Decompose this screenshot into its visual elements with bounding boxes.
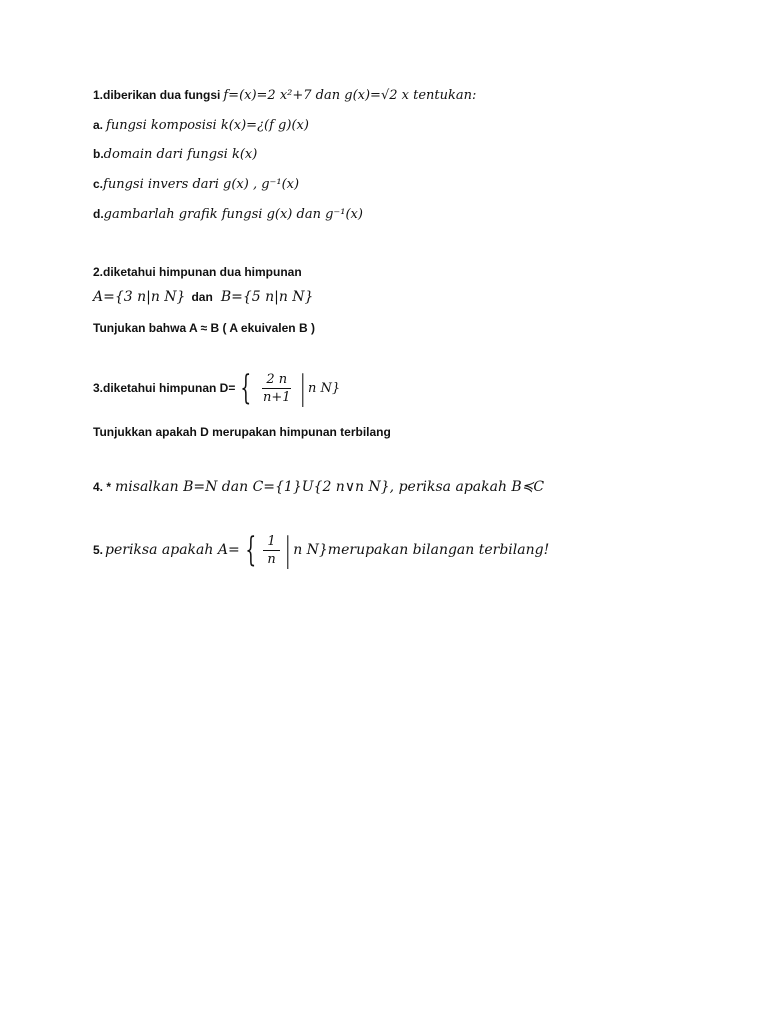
q3-line	[93, 368, 341, 408]
q1a-expression: fungsi komposisi k(x)=¿(f g)(x)	[106, 118, 309, 133]
q3-instruction-line	[93, 425, 391, 439]
q1c-line	[93, 177, 299, 192]
q3-instruction: Tunjukkan apakah D merupakan himpunan terbilang	[93, 425, 391, 439]
q3-tail: n N}	[308, 380, 341, 396]
q1a-line	[93, 118, 309, 133]
q3-denominator: n+1	[263, 389, 291, 405]
q5-lead: 5.	[93, 543, 104, 557]
set-a-expression: A={3 n|n N}	[93, 289, 186, 305]
q1b-expression: domain dari fungsi k(x)	[103, 147, 258, 162]
q3-numerator: 2 n	[262, 372, 291, 389]
q3-lead: 3.diketahui himpunan D=	[93, 381, 236, 395]
q3-fraction	[259, 372, 295, 405]
q5-expression-before: periksa apakah A=	[105, 542, 240, 558]
left-brace: {	[240, 368, 252, 408]
q5-numerator: 1	[263, 534, 279, 551]
q2-line	[93, 265, 302, 279]
q1-expression: f=(x)=2 x²+7 dan g(x)=√2 x tentukan:	[223, 88, 477, 103]
divider-bar: |	[285, 530, 290, 570]
set-b-expression: B={5 n|n N}	[220, 289, 314, 305]
q2-lead: 2.diketahui himpunan dua himpunan	[93, 265, 302, 279]
dan-text: dan	[191, 290, 213, 304]
q1b-line	[93, 147, 257, 162]
q2-instruction-line	[93, 321, 315, 335]
q5-fraction	[263, 534, 279, 567]
divider-bar: |	[299, 368, 305, 408]
left-brace: {	[245, 530, 256, 570]
q2-sets-line	[93, 289, 313, 305]
q1d-expression: gambarlah grafik fungsi g(x) dan g⁻¹(x)	[103, 207, 363, 222]
q1d-label: d.	[93, 207, 104, 221]
q4-expression: misalkan B=N dan C={1}U{2 n∨n N}, periksa apakah B≼C	[115, 479, 545, 495]
q1d-line	[93, 207, 363, 222]
q5-expression-after: n N}merupakan bilangan terbilang!	[293, 542, 550, 558]
q1-lead: 1.diberikan dua fungsi	[93, 88, 221, 102]
q1-line	[93, 88, 476, 103]
q5-line	[93, 530, 550, 570]
q1c-expression: fungsi invers dari g(x) , g⁻¹(x)	[103, 177, 300, 192]
q1c-label: c.	[93, 177, 104, 191]
q1a-label: a.	[93, 118, 104, 132]
q5-denominator: n	[267, 551, 276, 567]
q1b-label: b.	[93, 147, 104, 161]
q4-line	[93, 479, 544, 495]
q4-lead: 4. *	[93, 480, 112, 494]
q2-instruction: Tunjukan bahwa A ≈ B ( A ekuivalen B )	[93, 321, 315, 335]
